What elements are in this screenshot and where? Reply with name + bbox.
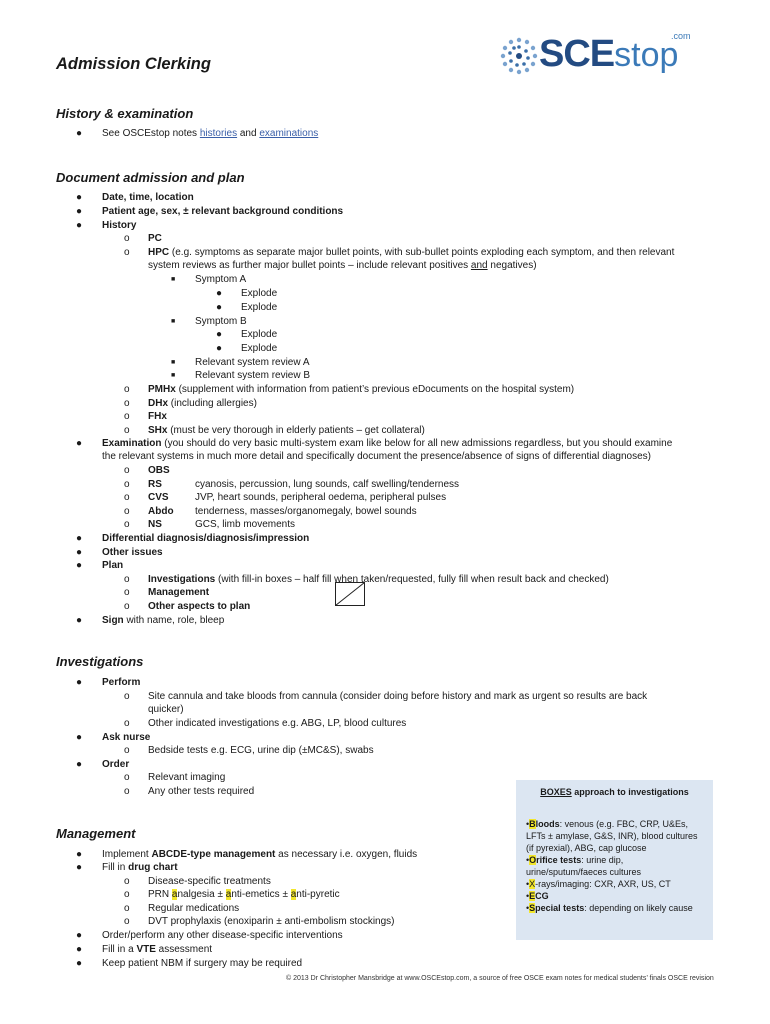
drug-chart-item: Fill in drug chart <box>102 862 178 873</box>
bullet-icon: ● <box>76 438 83 449</box>
bullet-icon: ● <box>76 930 83 941</box>
logo-circle-icon <box>499 36 539 76</box>
square-bullet-icon: ■ <box>171 276 176 283</box>
bedside-item: Bedside tests e.g. ECG, urine dip (±MC&S), swabs <box>148 745 374 756</box>
bullet-icon: ● <box>76 732 83 743</box>
disease-specific-item: Disease-specific treatments <box>148 876 271 887</box>
plan-item: Plan <box>102 560 124 571</box>
regular-meds-item: Regular medications <box>148 903 240 914</box>
boxes-orifice-cont: urine/sputum/faeces cultures <box>526 867 642 877</box>
hpc-item-cont: system reviews as further major bullet points – include relevant positives and negatives) <box>148 260 537 271</box>
boxes-bloods-cont: LFTs ± amylase, G&S, INR), blood cultures <box>526 831 698 841</box>
other-issues-item: Other issues <box>102 547 163 558</box>
history-item: History <box>102 220 137 231</box>
circle-bullet-icon: o <box>124 916 130 927</box>
page-title: Admission Clerking <box>56 55 211 73</box>
bullet-icon: ● <box>216 302 223 313</box>
bullet-icon: ● <box>76 615 83 626</box>
explode-item: Explode <box>241 302 278 313</box>
examination-item-cont: the relevant systems in much more detail and specifically document the presence/absence of signs of differential diagnoses) <box>102 451 652 462</box>
boxes-panel <box>516 780 713 940</box>
bullet-icon: ● <box>76 206 83 217</box>
circle-bullet-icon: o <box>124 247 130 258</box>
review-a: Relevant system review A <box>195 357 310 368</box>
circle-bullet-icon: o <box>124 492 130 503</box>
nbm-item: Keep patient NBM if surgery may be required <box>102 958 303 969</box>
bullet-icon: ● <box>76 128 83 139</box>
bullet-icon: ● <box>216 288 223 299</box>
dhx-item: DHx (including allergies) <box>148 398 257 409</box>
dvt-item: DVT prophylaxis (enoxiparin ± anti-embolism stockings) <box>148 916 395 927</box>
boxes-orifice: •Orifice tests: urine dip, <box>526 855 624 865</box>
circle-bullet-icon: o <box>124 479 130 490</box>
date-item: Date, time, location <box>102 192 194 203</box>
footer-copyright: © 2013 Dr Christopher Mansbridge at www.OSCEstop.com, a source of free OSCE exam notes for medical students’ finals OSCE revision <box>286 975 714 982</box>
plan-investigations: Investigations (with fill-in boxes – half fill when taken/requested, fully fill when result back and checked) <box>148 574 609 585</box>
sign-item: Sign with name, role, bleep <box>102 615 225 626</box>
explode-item: Explode <box>241 343 278 354</box>
circle-bullet-icon: o <box>124 519 130 530</box>
differential-item: Differential diagnosis/diagnosis/impression <box>102 533 310 544</box>
boxes-special: •Special tests: depending on likely cause <box>526 903 693 913</box>
symptom-a: Symptom A <box>195 274 247 285</box>
explode-item: Explode <box>241 288 278 299</box>
plan-other-aspects: Other aspects to plan <box>148 601 251 612</box>
bullet-icon: ● <box>216 329 223 340</box>
circle-bullet-icon: o <box>124 903 130 914</box>
other-indicated-item: Other indicated investigations e.g. ABG, LP, blood cultures <box>148 718 407 729</box>
patient-item: Patient age, sex, ± relevant background conditions <box>102 206 344 217</box>
circle-bullet-icon: o <box>124 876 130 887</box>
circle-bullet-icon: o <box>124 601 130 612</box>
rs-text: cyanosis, percussion, lung sounds, calf swelling/tenderness <box>195 479 460 490</box>
order-perform-item: Order/perform any other disease-specific interventions <box>102 930 343 941</box>
explode-item: Explode <box>241 329 278 340</box>
history-heading: History & examination <box>56 106 194 121</box>
prn-item: PRN analgesia ± anti-emetics ± anti-pyretic <box>148 889 340 900</box>
boxes-xray: •X-rays/imaging: CXR, AXR, US, CT <box>526 879 671 889</box>
cannula-item: Site cannula and take bloods from cannula (consider doing before history and mark as urgent so results are back <box>148 691 648 702</box>
pmhx-item: PMHx (supplement with information from patient’s previous eDocuments on the hospital system) <box>148 384 575 395</box>
circle-bullet-icon: o <box>124 691 130 702</box>
abdo-text: tenderness, masses/organomegaly, bowel sounds <box>195 506 417 517</box>
histories-link[interactable]: histories <box>199 128 238 139</box>
cvs-label: CVS <box>148 492 169 503</box>
plan-management: Management <box>148 587 210 598</box>
square-bullet-icon: ■ <box>171 372 176 379</box>
hpc-item: HPC (e.g. symptoms as separate major bullet points, with sub-bullet points exploding each symptom, and then relevant <box>148 247 675 258</box>
boxes-bloods: •Bloods: venous (e.g. FBC, CRP, U&Es, <box>526 819 689 829</box>
order-item: Order <box>102 759 130 770</box>
bullet-icon: ● <box>216 343 223 354</box>
circle-bullet-icon: o <box>124 411 130 422</box>
bullet-icon: ● <box>76 560 83 571</box>
ns-text: GCS, limb movements <box>195 519 296 530</box>
obs-item: OBS <box>148 465 170 476</box>
bullet-icon: ● <box>76 849 83 860</box>
history-line: See OSCEstop notes histories and examinations <box>102 128 319 139</box>
implement-item: Implement ABCDE-type management as necessary i.e. oxygen, fluids <box>102 849 418 860</box>
square-bullet-icon: ■ <box>171 359 176 366</box>
rs-label: RS <box>148 479 162 490</box>
circle-bullet-icon: o <box>124 574 130 585</box>
circle-bullet-icon: o <box>124 465 130 476</box>
bullet-icon: ● <box>76 862 83 873</box>
bullet-icon: ● <box>76 192 83 203</box>
fhx-item: FHx <box>148 411 167 422</box>
bullet-icon: ● <box>76 944 83 955</box>
bullet-icon: ● <box>76 759 83 770</box>
bullet-icon: ● <box>76 677 83 688</box>
circle-bullet-icon: o <box>124 718 130 729</box>
any-other-item: Any other tests required <box>148 786 255 797</box>
logo-wordmark: SCEstop <box>539 33 679 75</box>
examinations-link[interactable]: examinations <box>259 128 319 139</box>
bullet-icon: ● <box>76 220 83 231</box>
circle-bullet-icon: o <box>124 772 130 783</box>
cannula-item-cont: quicker) <box>148 704 184 715</box>
review-b: Relevant system review B <box>195 370 311 381</box>
bullet-icon: ● <box>76 958 83 969</box>
symptom-b: Symptom B <box>195 316 247 327</box>
pc-item: PC <box>148 233 162 244</box>
boxes-ecg: •ECG <box>526 891 549 901</box>
vte-item: Fill in a VTE assessment <box>102 944 213 955</box>
examination-item: Examination (you should do very basic multi-system exam like below for all new admissions regardless, but you should examine <box>102 438 673 449</box>
shx-item: SHx (must be very thorough in elderly patients – get collateral) <box>148 425 425 436</box>
logo-com: .com <box>671 31 691 41</box>
investigations-heading: Investigations <box>56 654 144 669</box>
ns-label: NS <box>148 519 162 530</box>
perform-item: Perform <box>102 677 141 688</box>
circle-bullet-icon: o <box>124 384 130 395</box>
circle-bullet-icon: o <box>124 233 130 244</box>
bullet-icon: ● <box>76 533 83 544</box>
fill-in-box-icon <box>335 582 365 606</box>
cvs-text: JVP, heart sounds, peripheral oedema, peripheral pulses <box>195 492 447 503</box>
circle-bullet-icon: o <box>124 745 130 756</box>
circle-bullet-icon: o <box>124 889 130 900</box>
circle-bullet-icon: o <box>124 587 130 598</box>
boxes-bloods-cont2: (if pyrexial), ABG, cap glucose <box>526 843 647 853</box>
ask-nurse-item: Ask nurse <box>102 732 151 743</box>
circle-bullet-icon: o <box>124 398 130 409</box>
boxes-title: BOXES approach to investigations <box>540 787 689 797</box>
imaging-item: Relevant imaging <box>148 772 226 783</box>
square-bullet-icon: ■ <box>171 318 176 325</box>
circle-bullet-icon: o <box>124 425 130 436</box>
document-heading: Document admission and plan <box>56 170 245 185</box>
bullet-icon: ● <box>76 547 83 558</box>
circle-bullet-icon: o <box>124 786 130 797</box>
oscestop-logo <box>499 28 694 84</box>
management-heading: Management <box>56 826 136 841</box>
circle-bullet-icon: o <box>124 506 130 517</box>
abdo-label: Abdo <box>148 506 174 517</box>
